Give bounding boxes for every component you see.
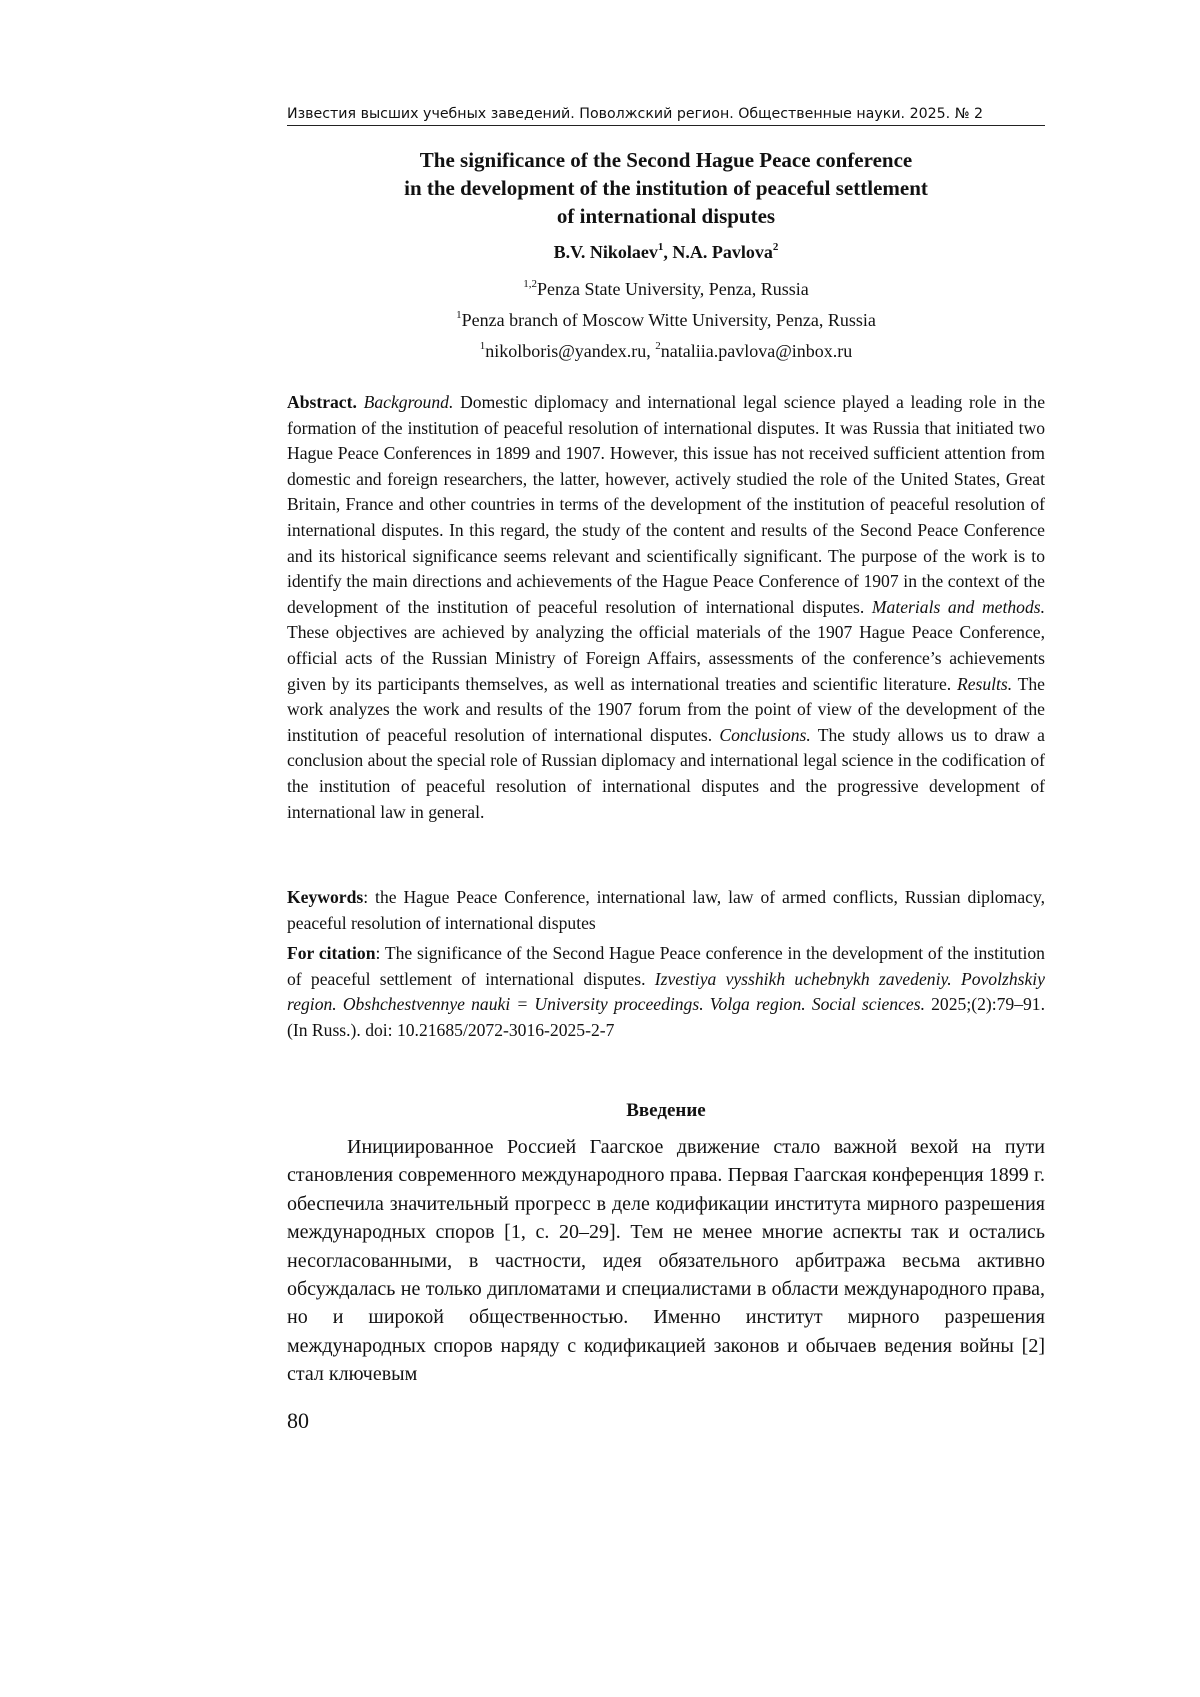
affiliation-2 xyxy=(287,308,1045,332)
conclusions-text: The study allows us to draw a conclusion about the special role of Russian diplomacy and international legal science in the codification of the institution of peaceful resolution of international disputes and the progressive development of international law in general. xyxy=(287,724,1045,822)
results-label: Results. xyxy=(956,673,1013,694)
title-line-2: in the development of the institution of peaceful settlement xyxy=(404,176,928,200)
background-text: Domestic diplomacy and international legal science played a leading role in the formation of the institution of peaceful resolution of international disputes. It was Russia that initiated two Hague Peace Conferences in 1899 and 1907. However, this issue has not received sufficient attention from domestic and foreign researchers, the latter, however, actively studied the role of the United States, Great Britain, France and other countries in terms of the development of the institution of peaceful resolution of international disputes. In this regard, the study of the content and results of the Second Peace Conference and its historical significance seems relevant and scientifically significant. The purpose of the work is to identify the main directions and achievements of the Hague Peace Conference of 1907 in the context of the development of the institution of peaceful resolution of international disputes. xyxy=(287,392,1045,617)
results-text: The work analyzes the work and results of the 1907 forum from the point of view of the development of the institution of peaceful resolution of international disputes. xyxy=(287,673,1045,745)
emails xyxy=(287,339,1045,363)
conclusions-label: Conclusions. xyxy=(719,724,811,745)
email-1[interactable]: nikolboris@yandex.ru, xyxy=(485,341,656,361)
abstract xyxy=(287,390,1045,825)
intro-paragraph: Инициированное Россией Гаагское движение стало важной вехой на пути становления современного международного права. Первая Гаагская конференция 1899 г. обеспечила значительный прогресс в деле кодификации института мирного разрешения международных споров [1, с. 20–29]. Тем не менее многие аспекты так и остались несогласованными, в частности, идея обязательного арбитража весьма активно обсуждалась не только дипломатами и специалистами в области международного права, но и широкой общественностью. Именно институт мирного разрешения международных споров наряду с кодификацией законов и обычаев ведения войны [2] стал ключевым xyxy=(287,1136,1045,1386)
citation-journal: Izvestiya vysshikh uchebnykh zavedeniy. Povolzhskiy region. Obshchestvennye nauki = University proceedings. Volga region. Social sciences. xyxy=(287,968,1045,1015)
page-number: 80 xyxy=(287,1408,309,1433)
affiliation-1-mark: 1,2 xyxy=(523,278,537,290)
abstract-label: Abstract. xyxy=(287,392,357,412)
keywords-text: : the Hague Peace Conference, international law, law of armed conflicts, Russian diplomacy, peaceful resolution of international disputes xyxy=(287,887,1045,933)
materials-text: These objectives are achieved by analyzing the official materials of the 1907 Hague Peace Conference, official acts of the Russian Ministry of Foreign Affairs, assessments of the conference’s achievements given by its participants themselves, as well as international treaties and scientific literature. xyxy=(287,622,1045,694)
authors xyxy=(287,240,1045,264)
email-1-mark: 1 xyxy=(479,340,486,352)
author-2: N.A. Pavlova xyxy=(672,242,773,262)
affiliation-1-text: Penza State University, Penza, Russia xyxy=(536,279,809,299)
citation-label: For citation xyxy=(287,943,376,963)
section-heading: Введение xyxy=(626,1100,706,1121)
article-title xyxy=(287,146,1045,230)
email-2[interactable]: nataliia.pavlova@inbox.ru xyxy=(660,341,853,361)
affiliation-2-mark: 1 xyxy=(456,309,462,321)
author-2-affil-mark: 2 xyxy=(772,241,779,253)
author-1-affil-mark: 1 xyxy=(657,241,664,253)
affiliation-1 xyxy=(287,277,1045,301)
citation xyxy=(287,941,1045,1043)
materials-label: Materials and methods. xyxy=(871,596,1045,617)
title-line-1: The significance of the Second Hague Peace conference xyxy=(419,148,913,172)
keywords-label: Keywords xyxy=(287,887,364,907)
email-2-mark: 2 xyxy=(655,340,661,352)
author-1: B.V. Nikolaev xyxy=(553,242,658,262)
citation-text: : The significance of the Second Hague Peace conference in the development of the institution of peaceful settlement of international disputes. xyxy=(287,943,1045,989)
author-separator: , xyxy=(663,242,673,262)
background-label: Background. xyxy=(363,392,454,412)
affiliation-2-text: Penza branch of Moscow Witte University, Penza, Russia xyxy=(461,310,876,330)
title-line-3: of international disputes xyxy=(556,204,776,228)
keywords xyxy=(287,885,1045,936)
citation-details: 2025;(2):79–91. (In Russ.). doi: 10.21685/2072-3016-2025-2-7 xyxy=(287,994,1045,1040)
running-head: Известия высших учебных заведений. Поволжский регион. Общественные науки. 2025. № 2 xyxy=(287,105,1045,126)
